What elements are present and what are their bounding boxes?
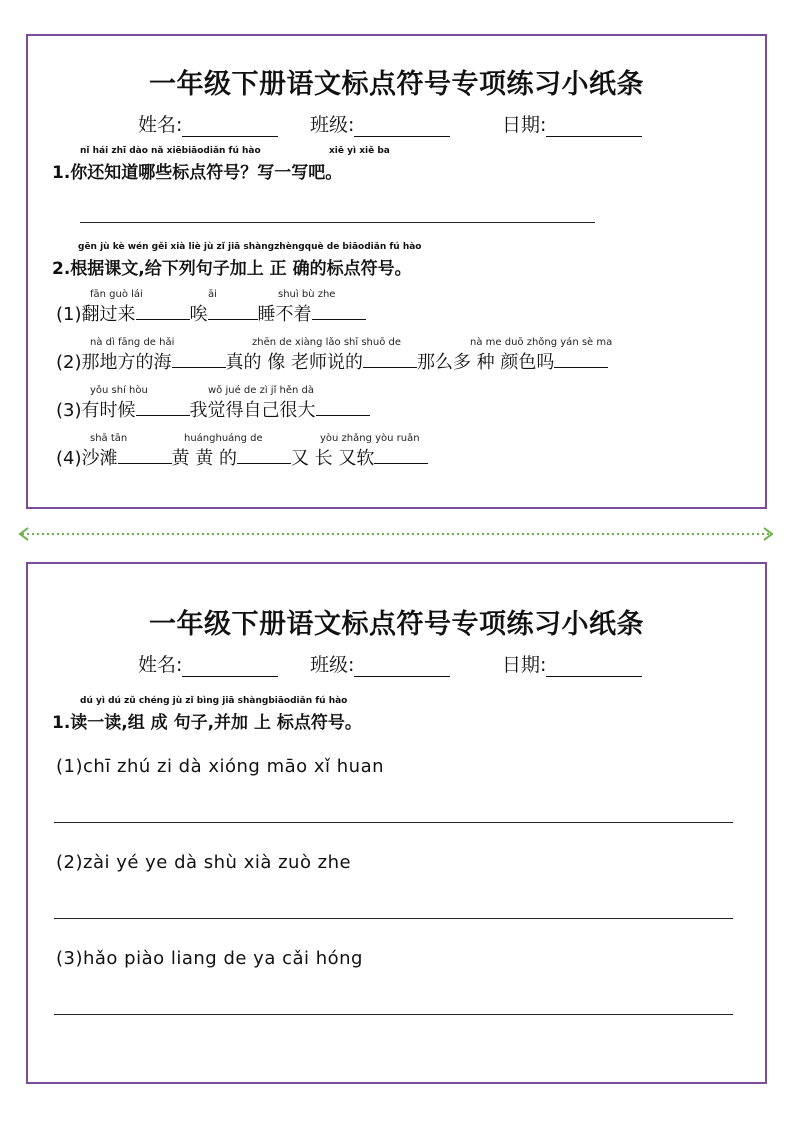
item-4-pinyin: huánghuáng de: [184, 433, 263, 444]
item-text: (1)翻过来: [56, 304, 136, 325]
punctuation-blank[interactable]: [363, 351, 417, 368]
item-2-pinyin: nà dì fāng de hǎi: [90, 337, 175, 348]
item-4-pinyin: shā tān: [90, 433, 128, 444]
exercise-item-4: [56, 444, 428, 470]
item-2-pinyin: zhēn de xiàng lǎo shī shuō de: [252, 337, 402, 348]
punctuation-blank[interactable]: [237, 447, 291, 464]
punctuation-blank[interactable]: [312, 303, 366, 320]
exercise-item-3: [56, 396, 370, 422]
class-blank[interactable]: [354, 658, 450, 677]
date-blank[interactable]: [546, 658, 642, 677]
pinyin-sentence-2: (2)zài yé ye dà shù xià zuò zhe: [56, 852, 352, 873]
question-1-pinyin: dú yì dú zǔ chéng jù zǐ bìng jiā shàngbiāodiǎn fú hào: [80, 696, 348, 706]
question-1-text: 1.你还知道哪些标点符号？写一写吧。: [52, 163, 343, 183]
name-label: 姓名:: [138, 654, 183, 676]
pinyin-sentence-3: (3)hǎo piào liang de ya cǎi hóng: [56, 948, 363, 969]
answer-line[interactable]: [80, 222, 595, 223]
pinyin-sentence-1: (1)chī zhú zi dà xióng māo xǐ huan: [56, 756, 385, 777]
class-label: 班级:: [310, 114, 355, 136]
date-label: 日期:: [502, 114, 547, 136]
item-text: 我觉得自己很大: [189, 400, 316, 421]
item-text: 真的 像 老师说的: [225, 352, 363, 373]
question-1-pinyin-2: xiě yì xiě ba: [329, 146, 390, 156]
date-blank[interactable]: [546, 118, 642, 137]
answer-line[interactable]: [54, 918, 733, 919]
punctuation-blank[interactable]: [172, 351, 226, 368]
worksheet-title: 一年级下册语文标点符号专项练习小纸条: [149, 609, 644, 640]
class-label: 班级:: [310, 654, 355, 676]
question-2-text: 2.根据课文,给下列句子加上 正 确的标点符号。: [52, 259, 412, 279]
item-text: (4)沙滩: [56, 448, 118, 469]
punctuation-blank[interactable]: [374, 447, 428, 464]
punctuation-blank[interactable]: [118, 447, 172, 464]
name-blank[interactable]: [182, 658, 278, 677]
answer-line[interactable]: [54, 1014, 733, 1015]
punctuation-blank[interactable]: [554, 351, 608, 368]
name-blank[interactable]: [182, 118, 278, 137]
answer-line[interactable]: [54, 822, 733, 823]
question-1-text: 1.读一读,组 成 句子,并加 上 标点符号。: [52, 713, 362, 733]
date-label: 日期:: [502, 654, 547, 676]
punctuation-blank[interactable]: [136, 399, 190, 416]
item-1-pinyin: shuì bù zhe: [278, 289, 336, 300]
item-text: 睡不着: [257, 304, 312, 325]
item-text: (3)有时候: [56, 400, 136, 421]
worksheet-card-1: [26, 34, 767, 509]
name-label: 姓名:: [138, 114, 183, 136]
item-2-pinyin: nà me duō zhǒng yán sè ma: [470, 337, 613, 348]
item-1-pinyin: fān guò lái: [90, 289, 143, 300]
question-1-pinyin: nǐ hái zhī dào nǎ xiēbiāodiǎn fú hào: [80, 146, 261, 156]
item-4-pinyin: yòu zhǎng yòu ruǎn: [320, 433, 420, 444]
item-text: 唉: [189, 304, 208, 325]
question-2-pinyin: gēn jù kè wén gěi xià liè jù zǐ jiā shàngzhèngquè de biāodiǎn fú hào: [78, 242, 422, 252]
punctuation-blank[interactable]: [208, 303, 258, 320]
class-blank[interactable]: [354, 118, 450, 137]
item-text: 那么多 种 颜色吗: [416, 352, 555, 373]
exercise-item-2: [56, 348, 608, 374]
punctuation-blank[interactable]: [136, 303, 190, 320]
punctuation-blank[interactable]: [316, 399, 370, 416]
item-3-pinyin: wǒ jué de zì jǐ hěn dà: [208, 385, 315, 396]
item-3-pinyin: yǒu shí hòu: [90, 385, 148, 396]
worksheet-card-2: [26, 562, 767, 1084]
cut-line-divider: [18, 526, 775, 542]
exercise-item-1: [56, 300, 366, 326]
item-text: 黄 黄 的: [171, 448, 237, 469]
item-text: 又 长 又软: [290, 448, 375, 469]
worksheet-title: 一年级下册语文标点符号专项练习小纸条: [149, 69, 644, 100]
item-text: (2)那地方的海: [56, 352, 172, 373]
item-1-pinyin: āi: [208, 289, 217, 300]
